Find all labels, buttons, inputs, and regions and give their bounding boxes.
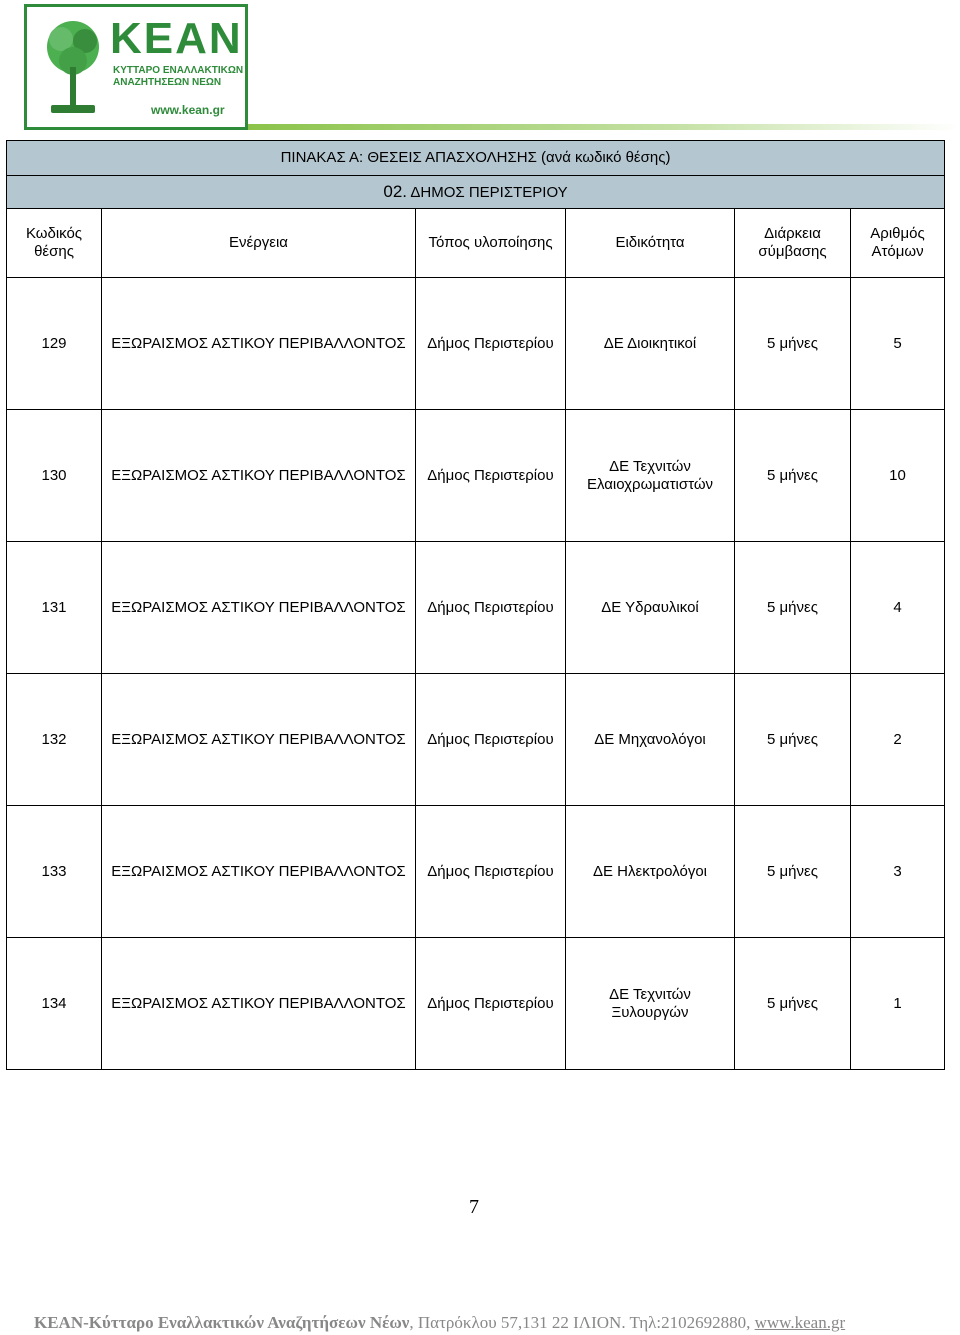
cell-action: ΕΞΩΡΑΙΣΜΟΣ ΑΣΤΙΚΟΥ ΠΕΡΙΒΑΛΛΟΝΤΟΣ <box>102 542 416 674</box>
logo-subtitle: ΚΥΤΤΑΡΟ ΕΝΑΛΛΑΚΤΙΚΩΝ ΑΝΑΖΗΤΗΣΕΩΝ ΝΕΩΝ <box>113 65 244 88</box>
cell-specialty: ΔΕ Τεχνιτών Ελαιοχρωματιστών <box>566 410 735 542</box>
table-row <box>7 938 945 1070</box>
table-row <box>7 278 945 410</box>
cell-action: ΕΞΩΡΑΙΣΜΟΣ ΑΣΤΙΚΟΥ ΠΕΡΙΒΑΛΛΟΝΤΟΣ <box>102 278 416 410</box>
cell-code: 132 <box>7 674 102 806</box>
footer-org: ΚΕΑΝ-Κύτταρο Εναλλακτικών Αναζητήσεων Νέων <box>34 1313 410 1332</box>
municipality-row <box>7 176 945 209</box>
col-header-duration: Διάρκεια σύμβασης <box>735 209 851 278</box>
cell-action: ΕΞΩΡΑΙΣΜΟΣ ΑΣΤΙΚΟΥ ΠΕΡΙΒΑΛΛΟΝΤΟΣ <box>102 938 416 1070</box>
table-row <box>7 806 945 938</box>
col-header-specialty: Ειδικότητα <box>566 209 735 278</box>
cell-code: 131 <box>7 542 102 674</box>
header-rule <box>248 124 960 130</box>
cell-duration: 5 μήνες <box>735 410 851 542</box>
municipality-name: ΔΗΜΟΣ ΠΕΡΙΣΤΕΡΙΟΥ <box>410 183 568 201</box>
cell-specialty: ΔΕ Μηχανολόγοι <box>566 674 735 806</box>
logo-brand: KEAN <box>110 14 243 63</box>
col-header-persons: Αριθμός Ατόμων <box>851 209 945 278</box>
page-number: 7 <box>469 1196 479 1218</box>
logo-url: www.kean.gr <box>151 103 225 117</box>
column-header-row <box>7 209 945 278</box>
cell-place: Δήμος Περιστερίου <box>416 806 566 938</box>
cell-action: ΕΞΩΡΑΙΣΜΟΣ ΑΣΤΙΚΟΥ ΠΕΡΙΒΑΛΛΟΝΤΟΣ <box>102 674 416 806</box>
cell-place: Δήμος Περιστερίου <box>416 674 566 806</box>
col-header-place: Τόπος υλοποίησης <box>416 209 566 278</box>
municipality-cell <box>7 176 945 209</box>
cell-specialty: ΔΕ Διοικητικοί <box>566 278 735 410</box>
cell-place: Δήμος Περιστερίου <box>416 278 566 410</box>
municipality-code: 02. <box>383 181 408 201</box>
footer-link[interactable]: www.kean.gr <box>754 1313 846 1332</box>
positions-table <box>6 140 945 1070</box>
cell-persons: 3 <box>851 806 945 938</box>
cell-specialty: ΔΕ Υδραυλικοί <box>566 542 735 674</box>
table-title-row <box>7 141 945 176</box>
table-row <box>7 542 945 674</box>
cell-duration: 5 μήνες <box>735 938 851 1070</box>
cell-place: Δήμος Περιστερίου <box>416 938 566 1070</box>
cell-code: 129 <box>7 278 102 410</box>
kean-logo <box>24 4 252 134</box>
logo-frame <box>24 4 248 130</box>
page-footer <box>34 1313 845 1333</box>
table-row <box>7 674 945 806</box>
cell-specialty: ΔΕ Τεχνιτών Ξυλουργών <box>566 938 735 1070</box>
cell-code: 134 <box>7 938 102 1070</box>
cell-place: Δήμος Περιστερίου <box>416 542 566 674</box>
col-header-code: Κωδικός θέσης <box>7 209 102 278</box>
footer-address: , Πατρόκλου 57,131 22 ΙΛΙΟΝ. Τηλ:2102692880, <box>409 1313 751 1332</box>
tree-icon <box>41 17 105 121</box>
cell-duration: 5 μήνες <box>735 674 851 806</box>
cell-persons: 2 <box>851 674 945 806</box>
cell-code: 133 <box>7 806 102 938</box>
table-row <box>7 410 945 542</box>
cell-duration: 5 μήνες <box>735 806 851 938</box>
table-title: ΠΙΝΑΚΑΣ Α: ΘΕΣΕΙΣ ΑΠΑΣΧΟΛΗΣΗΣ (ανά κωδικό θέσης) <box>7 141 945 176</box>
cell-specialty: ΔΕ Ηλεκτρολόγοι <box>566 806 735 938</box>
cell-place: Δήμος Περιστερίου <box>416 410 566 542</box>
cell-persons: 10 <box>851 410 945 542</box>
cell-duration: 5 μήνες <box>735 542 851 674</box>
cell-persons: 4 <box>851 542 945 674</box>
col-header-action: Ενέργεια <box>102 209 416 278</box>
cell-action: ΕΞΩΡΑΙΣΜΟΣ ΑΣΤΙΚΟΥ ΠΕΡΙΒΑΛΛΟΝΤΟΣ <box>102 410 416 542</box>
cell-action: ΕΞΩΡΑΙΣΜΟΣ ΑΣΤΙΚΟΥ ΠΕΡΙΒΑΛΛΟΝΤΟΣ <box>102 806 416 938</box>
cell-code: 130 <box>7 410 102 542</box>
cell-persons: 1 <box>851 938 945 1070</box>
cell-persons: 5 <box>851 278 945 410</box>
cell-duration: 5 μήνες <box>735 278 851 410</box>
